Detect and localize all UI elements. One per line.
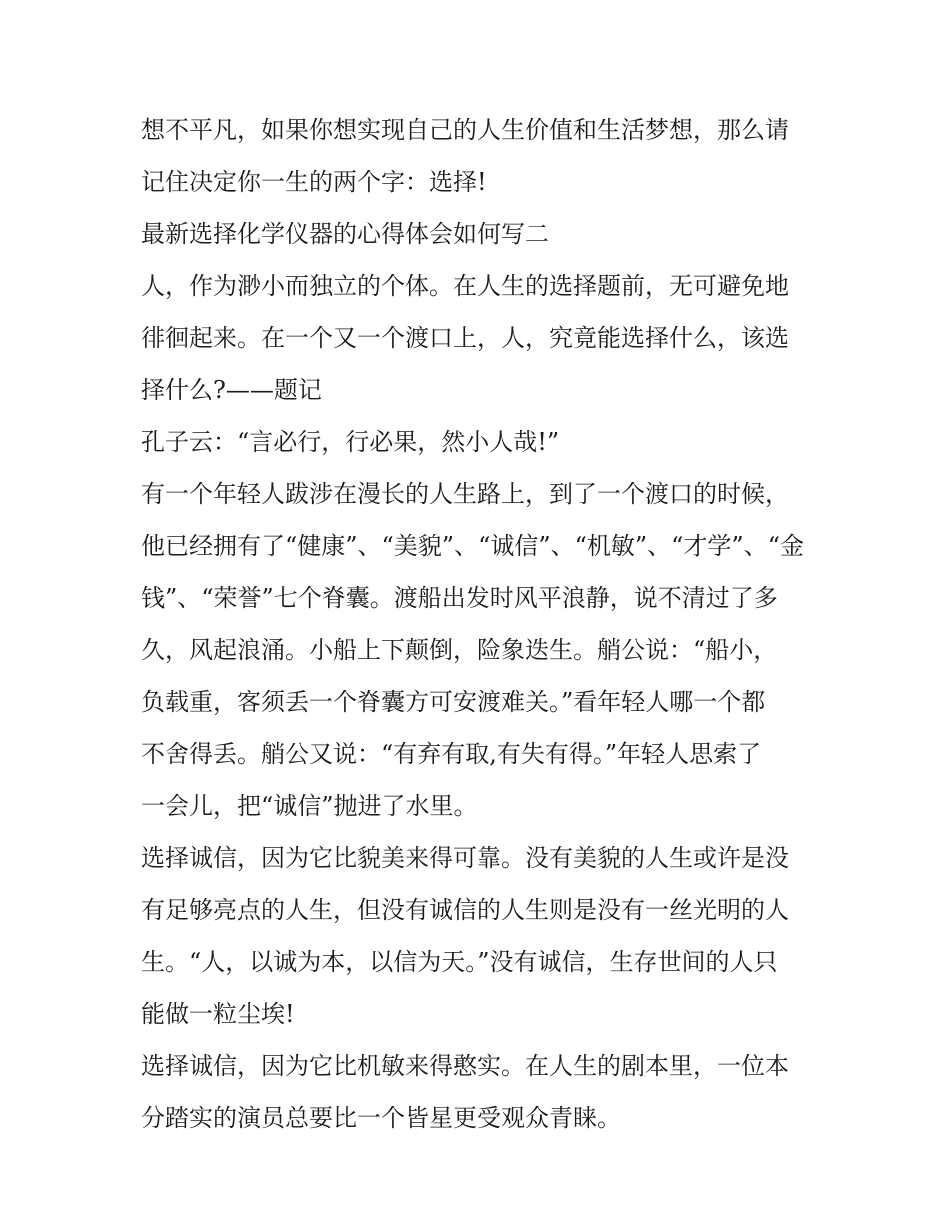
paragraph bbox=[141, 416, 821, 468]
text-line: 他已经拥有了“健康”、“美貌”、“诚信”、“机敏”、“才学”、“金 bbox=[141, 532, 804, 560]
text-line: 不舍得丢。艄公又说：“有弃有取,有失有得。”年轻人思索了 bbox=[141, 740, 762, 768]
text-line: 久，风起浪涌。小船上下颠倒，险象迭生。艄公说：“船小， bbox=[141, 636, 778, 664]
text-line: 记住决定你一生的两个字：选择! bbox=[141, 168, 487, 196]
paragraph bbox=[141, 1040, 821, 1144]
document-body bbox=[141, 104, 821, 1144]
paragraph bbox=[141, 468, 821, 832]
paragraph bbox=[141, 104, 821, 208]
text-line: 选择诚信，因为它比机敏来得憨实。在人生的剧本里，一位本 bbox=[141, 1052, 789, 1080]
text-line: 最新选择化学仪器的心得体会如何写二 bbox=[141, 220, 549, 248]
text-line: 生。“人，以诚为本，以信为天。”没有诚信，生存世间的人只 bbox=[141, 948, 778, 976]
text-line: 择什么?——题记 bbox=[141, 376, 322, 404]
text-line: 分踏实的演员总要比一个皆星更受观众青睐。 bbox=[141, 1104, 621, 1132]
paragraph bbox=[141, 832, 821, 1040]
text-line: 人，作为渺小而独立的个体。在人生的选择题前，无可避免地 bbox=[141, 272, 789, 300]
text-line: 孔子云：“言必行，行必果，然小人哉!” bbox=[141, 428, 560, 456]
text-line: 钱”、“荣誉”七个脊囊。渡船出发时风平浪静，说不清过了多 bbox=[141, 584, 778, 612]
text-line: 一会儿，把“诚信”抛进了水里。 bbox=[141, 792, 478, 820]
text-line: 有一个年轻人跋涉在漫长的人生路上，到了一个渡口的时候， bbox=[141, 480, 789, 508]
text-line: 有足够亮点的人生，但没有诚信的人生则是没有一丝光明的人 bbox=[141, 896, 789, 924]
text-line: 选择诚信，因为它比貌美来得可靠。没有美貌的人生或许是没 bbox=[141, 844, 789, 872]
text-line: 徘徊起来。在一个又一个渡口上，人，究竟能选择什么，该选 bbox=[141, 324, 789, 352]
section-heading bbox=[141, 208, 821, 260]
text-line: 想不平凡，如果你想实现自己的人生价值和生活梦想，那么请 bbox=[141, 116, 789, 144]
text-line: 能做一粒尘埃! bbox=[141, 1000, 295, 1028]
text-line: 负载重，客须丢一个脊囊方可安渡难关。”看年轻人哪一个都 bbox=[141, 688, 766, 716]
paragraph bbox=[141, 260, 821, 416]
